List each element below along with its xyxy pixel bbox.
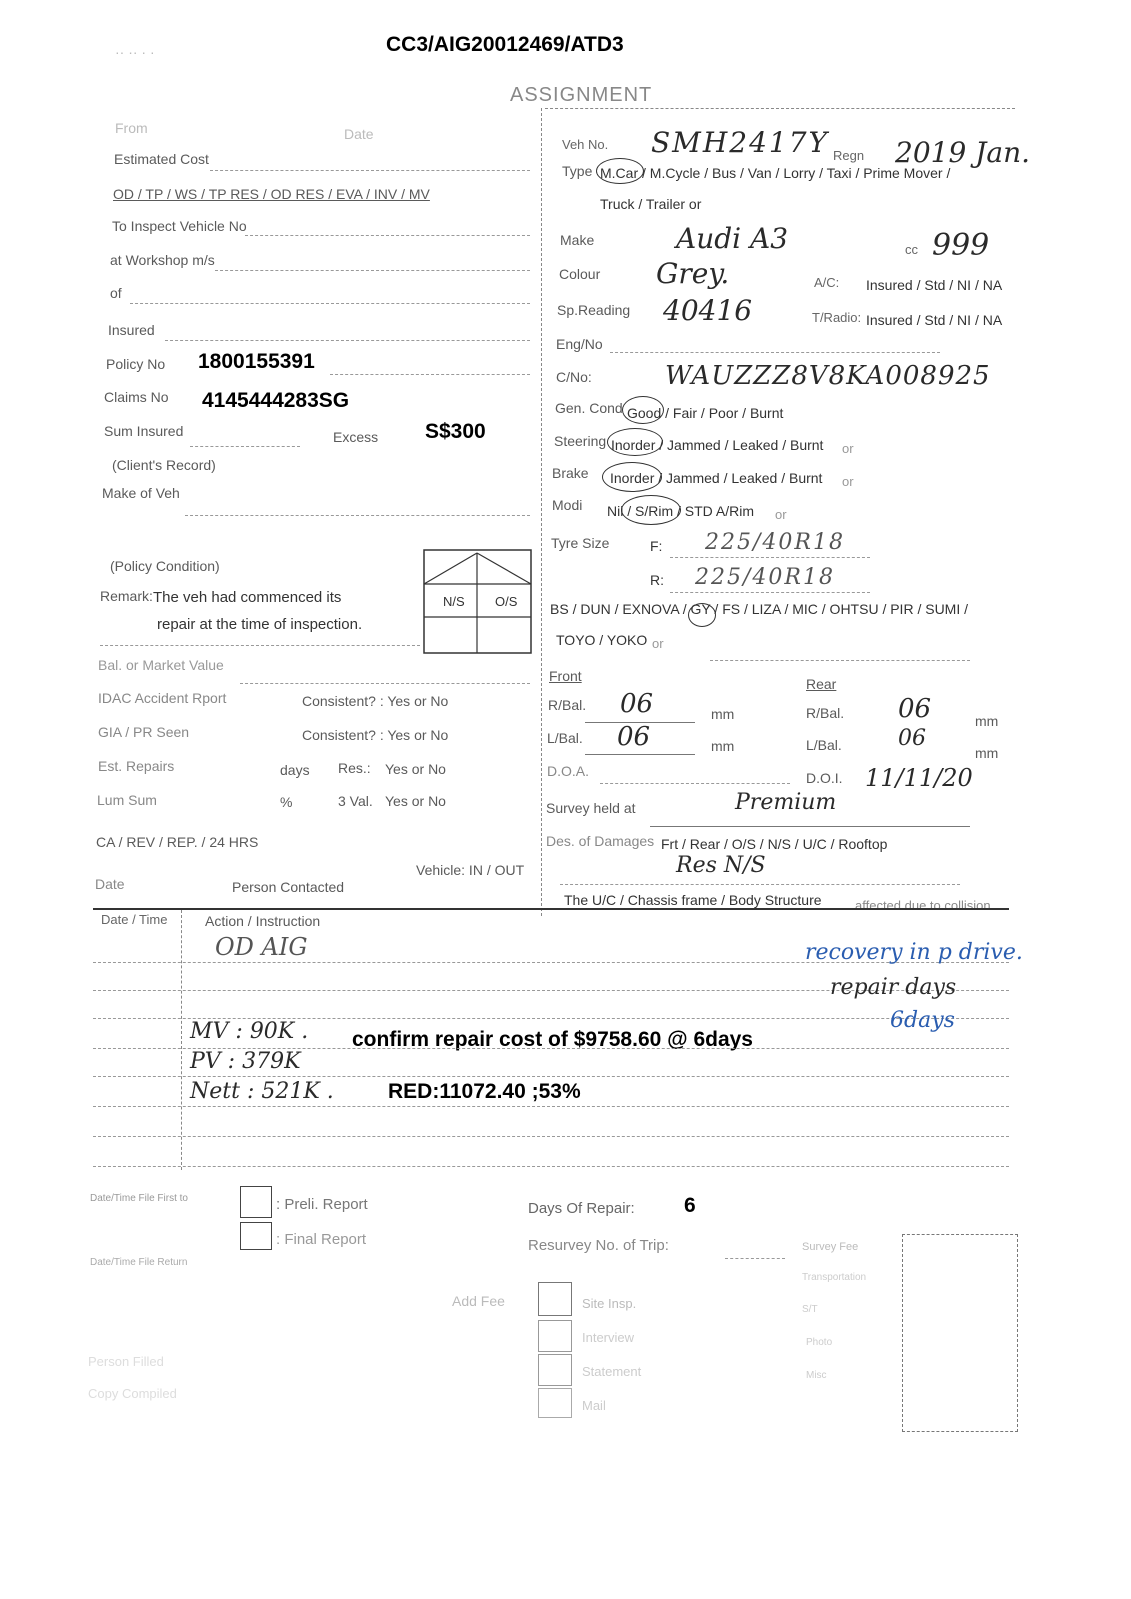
tyre-brands-or: or (652, 636, 664, 651)
steering-or: or (842, 441, 854, 456)
des-line (560, 884, 960, 885)
rear-label: Rear (806, 676, 837, 692)
days-of-repair-value: 6 (684, 1194, 696, 1217)
column-divider (541, 108, 542, 916)
rear-lbal-label: L/Bal. (806, 737, 842, 753)
vehicle-in-out: Vehicle: IN / OUT (416, 862, 525, 878)
form-title: ASSIGNMENT (510, 84, 653, 106)
date-2-label: Date (95, 876, 125, 892)
lum-sum-label: Lum Sum (97, 792, 157, 808)
tyre-brands: BS / DUN / EXNOVA / GY / FS / LIZA / MIC / OHTSU / PIR / SUMI / (550, 601, 969, 617)
sum-insured-label: Sum Insured (104, 423, 184, 439)
site-insp-label: Site Insp. (582, 1296, 637, 1311)
doi-value: 11/11/20 (865, 764, 973, 792)
tyre-size-label: Tyre Size (551, 535, 610, 551)
des-damages-options: Frt / Rear / O/S / N/S / U/C / Rooftop (661, 836, 888, 852)
action-red: RED:11072.40 ;53% (388, 1080, 581, 1103)
gia-label: GIA / PR Seen (98, 724, 190, 740)
rear-lbal-mm: mm (975, 745, 999, 761)
action-nett: Nett : 521K . (190, 1079, 334, 1104)
site-insp-checkbox[interactable] (538, 1282, 572, 1316)
policy-number: 1800155391 (198, 350, 315, 373)
final-report-label: : Final Report (276, 1231, 367, 1248)
workshop-line (215, 270, 530, 271)
modi-options: Nil / S/Rim / STD A/Rim (607, 503, 755, 519)
steering-label: Steering (554, 433, 607, 449)
estimated-cost-line (210, 170, 530, 171)
action-six-days: 6days (890, 1008, 955, 1033)
action-line-5 (93, 1076, 1009, 1077)
action-blue-note-1: recovery in p drive. (805, 940, 1023, 965)
ns-label: N/S (443, 594, 465, 609)
sum-insured-line (190, 446, 300, 447)
excess-label: Excess (333, 429, 379, 445)
days-label: days (280, 762, 310, 778)
tyre-brands-2: TOYO / YOKO (556, 632, 648, 648)
resurvey-label: Resurvey No. of Trip: (528, 1237, 669, 1254)
transportation-label: Transportation (802, 1272, 867, 1283)
eng-no-label: Eng/No (556, 336, 603, 352)
date-label: Date (344, 126, 374, 142)
veh-no-value: SMH2417Y (651, 126, 830, 159)
front-lbal-label: L/Bal. (547, 730, 583, 746)
mail-checkbox[interactable] (538, 1388, 572, 1418)
survey-line (650, 826, 970, 827)
survey-held-label: Survey held at (546, 800, 636, 816)
subtotal-label: S/T (802, 1304, 818, 1315)
des-damages-label: Des. of Damages (546, 833, 655, 849)
excess-amount: S$300 (425, 420, 486, 443)
brake-options: Inorder / Jammed / Leaked / Burnt (610, 470, 823, 486)
policy-line (330, 374, 530, 375)
type-label: Type (562, 163, 593, 179)
res-label: Res.: (338, 760, 371, 776)
action-line-6 (93, 1106, 1009, 1107)
consistent-1: Consistent? : Yes or No (302, 693, 449, 709)
idac-label: IDAC Accident Rport (98, 690, 227, 706)
make-of-veh-label: Make of Veh (102, 485, 180, 501)
front-label: Front (549, 668, 582, 684)
statement-label: Statement (582, 1364, 642, 1379)
doa-label: D.O.A. (547, 763, 590, 779)
front-rbal-value: 06 (620, 689, 654, 719)
make-value: Audi A3 (676, 222, 789, 255)
date-time-header: Date / Time (101, 912, 168, 927)
remark-label: Remark: (100, 588, 153, 604)
survey-fee-label: Survey Fee (802, 1241, 859, 1253)
tyre-f-value: 225/40R18 (705, 530, 845, 555)
action-repair-days: repair days (830, 975, 957, 1000)
misc-label: Misc (806, 1370, 827, 1381)
action-divider (181, 910, 182, 1170)
person-filled-label: Person Filled (88, 1354, 164, 1369)
cc-label: cc (905, 242, 918, 257)
os-label: O/S (495, 594, 518, 609)
tyre-brand-circle (688, 603, 716, 627)
uc-tail: affected due to collision (855, 898, 991, 913)
estimated-cost-label: Estimated Cost (114, 151, 209, 167)
colour-label: Colour (559, 266, 601, 282)
clients-record-label: (Client's Record) (112, 457, 216, 473)
fee-total-box (902, 1234, 1018, 1432)
rear-rbal-label: R/Bal. (806, 705, 845, 721)
action-mv: MV : 90K . (190, 1019, 309, 1044)
interview-label: Interview (582, 1330, 635, 1345)
final-report-checkbox[interactable] (240, 1222, 272, 1250)
tyre-f-label: F: (650, 538, 663, 554)
est-repairs-label: Est. Repairs (98, 758, 175, 774)
action-pv: PV : 379K (190, 1049, 301, 1074)
tradio-options: Insured / Std / NI / NA (866, 312, 1003, 328)
brake-label: Brake (552, 465, 589, 481)
policy-no-label: Policy No (106, 356, 166, 372)
chassis-value: WAUZZZ8V8KA008925 (665, 361, 991, 391)
statement-checkbox[interactable] (538, 1354, 572, 1386)
to-inspect-line (245, 235, 530, 236)
survey-held-value: Premium (735, 790, 837, 815)
of-line (130, 303, 530, 304)
type-options: M.Car / M.Cycle / Bus / Van / Lorry / Taxi / Prime Mover / (600, 165, 951, 181)
bal-market-label: Bal. or Market Value (98, 657, 224, 673)
doi-label: D.O.I. (806, 770, 843, 786)
top-rule (545, 108, 1015, 109)
sp-reading-value: 40416 (663, 294, 753, 327)
modi-label: Modi (552, 497, 583, 513)
res-yes-no: Yes or No (385, 761, 446, 777)
tyre-r-line (670, 592, 870, 593)
tyre-f-line (670, 557, 870, 558)
chassis-label: C/No: (556, 369, 592, 385)
claims-no-label: Claims No (104, 389, 169, 405)
modi-or: or (775, 507, 787, 522)
eng-line (610, 352, 940, 353)
ac-options: Insured / Std / NI / NA (866, 277, 1003, 293)
action-line-8 (93, 1166, 1009, 1167)
of-label: of (110, 285, 122, 301)
claims-number: 4145444283SG (202, 389, 350, 412)
front-lbal-value: 06 (617, 722, 651, 752)
person-contacted-label: Person Contacted (232, 879, 345, 895)
rear-lbal-value: 06 (898, 726, 926, 751)
gen-cond-label: Gen. Cond (555, 400, 623, 416)
mail-label: Mail (582, 1398, 606, 1413)
remark-line (100, 645, 420, 646)
tradio-label: T/Radio: (812, 310, 862, 325)
action-confirm: confirm repair cost of $9758.60 @ 6days (352, 1028, 753, 1051)
regn-value: 2019 Jan. (895, 136, 1031, 169)
doa-line (600, 783, 790, 784)
gen-cond-options: Good / Fair / Poor / Burnt (627, 405, 784, 421)
pct-label: % (280, 794, 293, 810)
des-damages-hand: Res N/S (676, 853, 766, 878)
consistent-2: Consistent? : Yes or No (302, 727, 449, 743)
faint-stamp: ·· ·· · · (115, 44, 155, 60)
bal-line (240, 683, 530, 684)
ac-label: A/C: (814, 275, 840, 290)
interview-checkbox[interactable] (538, 1320, 572, 1352)
veh-no-label: Veh No. (562, 137, 609, 152)
steering-options: Inorder / Jammed / Leaked / Burnt (611, 437, 824, 453)
tyre-r-label: R: (650, 572, 664, 588)
make-line (185, 515, 530, 516)
copy-compiled-label: Copy Compiled (88, 1386, 177, 1401)
date-time-file-return: Date/Time File Return (90, 1257, 188, 1268)
remark-line-2: repair at the time of inspection. (157, 616, 363, 633)
tyre-brand-line (710, 660, 970, 661)
prelim-report-checkbox[interactable] (240, 1186, 272, 1218)
brake-or: or (842, 474, 854, 489)
ca-rev-rep: CA / REV / REP. / 24 HRS (96, 834, 259, 850)
uc-text: The U/C / Chassis frame / Body Structure (564, 892, 822, 908)
front-lbal-mm: mm (711, 738, 735, 754)
action-entry-1: OD AIG (215, 933, 308, 961)
photo-label: Photo (806, 1337, 833, 1348)
action-top-rule (93, 908, 1009, 910)
remark-line-1: The veh had commenced its (153, 589, 342, 606)
rear-rbal-mm: mm (975, 713, 999, 729)
colour-value: Grey. (656, 257, 730, 290)
front-rbal-label: R/Bal. (548, 697, 587, 713)
sp-reading-label: Sp.Reading (557, 302, 631, 318)
date-time-file-first: Date/Time File First to (90, 1193, 188, 1204)
to-inspect-label: To Inspect Vehicle No (112, 218, 247, 234)
days-of-repair-label: Days Of Repair: (528, 1200, 635, 1217)
action-line-7 (93, 1136, 1009, 1137)
reference-number: CC3/AIG20012469/ATD3 (386, 33, 624, 56)
insured-line (165, 340, 530, 341)
claim-types: OD / TP / WS / TP RES / OD RES / EVA / INV / MV (113, 186, 430, 202)
front-rbal-mm: mm (711, 706, 735, 722)
make-label: Make (560, 232, 595, 248)
rear-rbal-value: 06 (898, 694, 932, 724)
prelim-report-label: : Preli. Report (276, 1196, 368, 1213)
type-options-2: Truck / Trailer or (600, 196, 702, 212)
val-yes-no: Yes or No (385, 793, 446, 809)
add-fee-label: Add Fee (452, 1293, 505, 1309)
cc-value: 999 (932, 228, 990, 263)
resurvey-line (725, 1258, 785, 1259)
front-lbal-line (585, 754, 695, 755)
regn-label: Regn (833, 148, 865, 163)
val3-label: 3 Val. (338, 793, 373, 809)
tyre-r-value: 225/40R18 (695, 565, 835, 590)
policy-condition-label: (Policy Condition) (110, 558, 220, 574)
action-instruction-header: Action / Instruction (205, 913, 321, 929)
at-workshop-label: at Workshop m/s (110, 252, 215, 268)
insured-label: Insured (108, 322, 155, 338)
from-label: From (115, 120, 148, 136)
